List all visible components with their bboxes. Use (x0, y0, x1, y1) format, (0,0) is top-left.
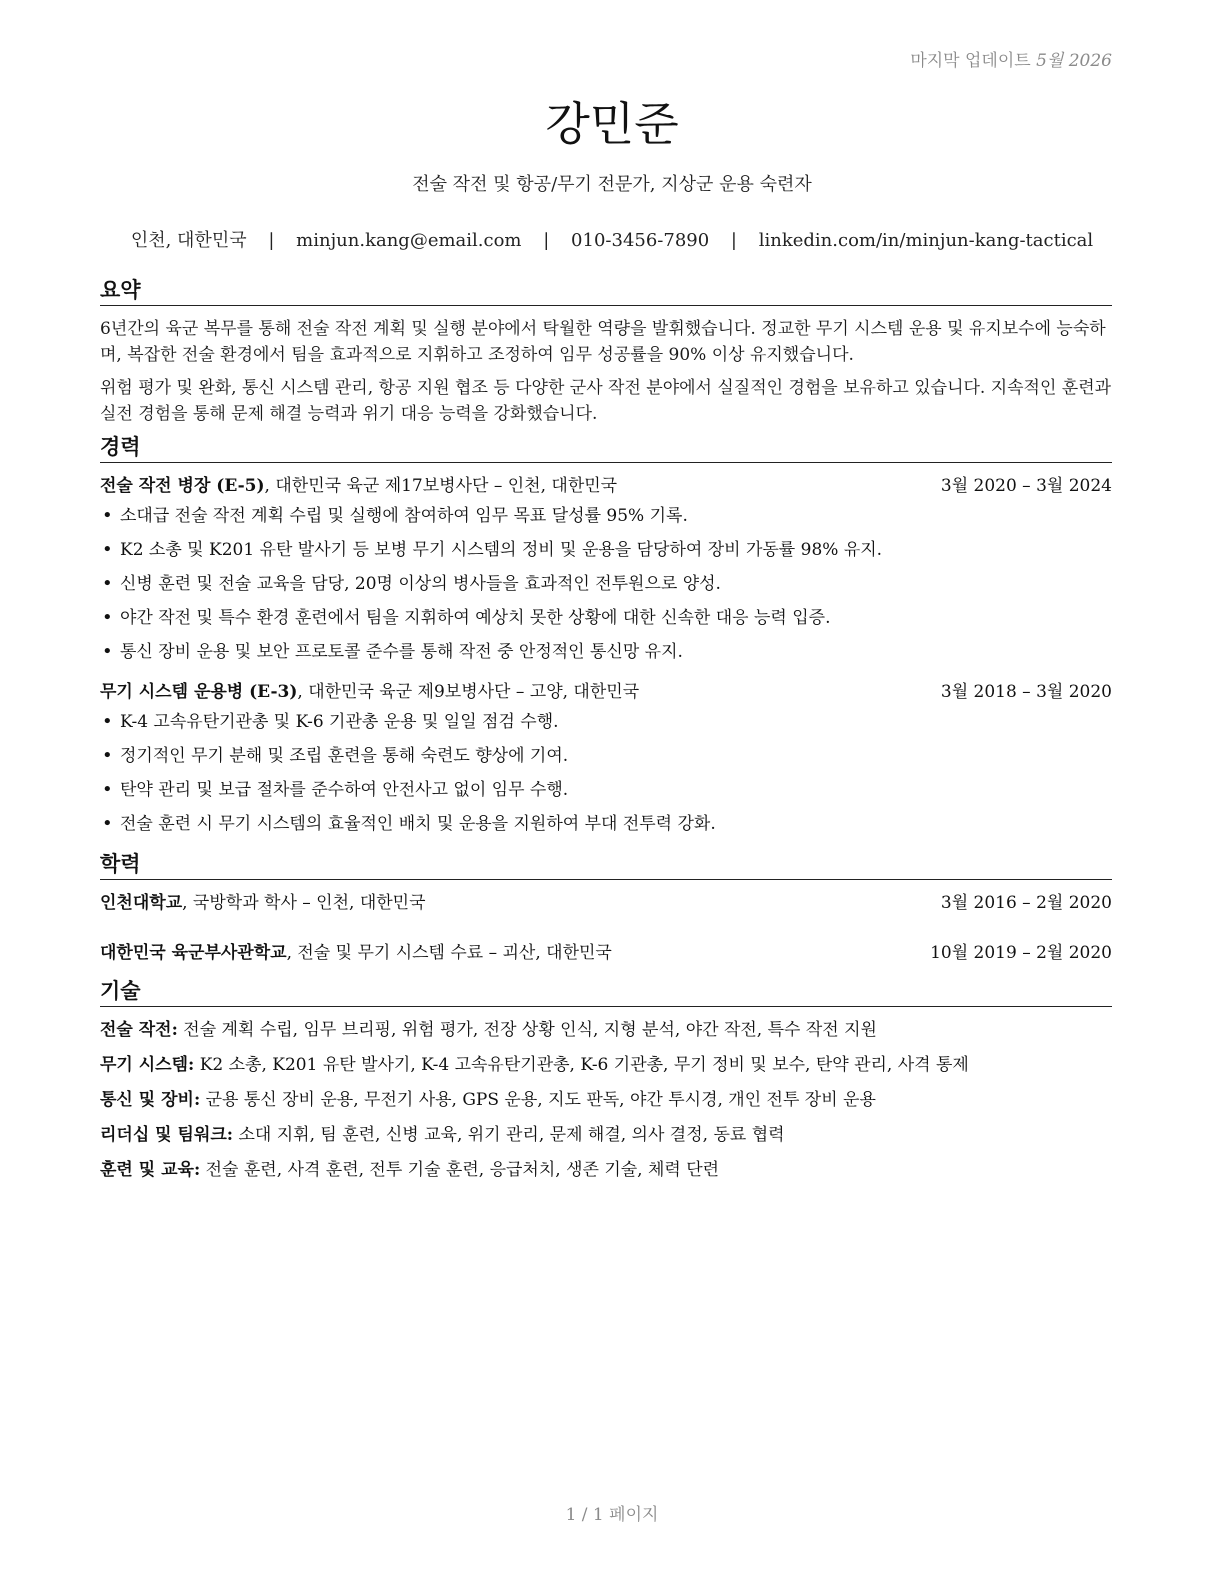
education-detail: , 전술 및 무기 시스템 수료 – 괴산, 대한민국 (286, 943, 612, 963)
job-role: 무기 시스템 운용병 (E-3) (100, 682, 298, 702)
skill-line (100, 1017, 1112, 1043)
page-number: 1 / 1 페이지 (565, 1505, 659, 1525)
education-section (100, 851, 1112, 966)
skill-text: K2 소총, K201 유탄 발사기, K-4 고속유탄기관총, K-6 기관총, 무기 정비 및 보수, 탄약 관리, 사격 통제 (194, 1055, 969, 1075)
education-title-line (100, 890, 426, 916)
bullet-item: • K-4 고속유탄기관총 및 K-6 기관총 운용 및 일일 점검 수행. (100, 709, 1112, 735)
job-org: , 대한민국 육군 제17보병사단 – 인천, 대한민국 (264, 476, 618, 496)
last-updated-label: 마지막 업데이트 (910, 51, 1031, 71)
job-dates: 3월 2020 – 3월 2024 (940, 476, 1112, 496)
bullet-item: • 소대급 전술 작전 계획 수립 및 실행에 참여하여 임무 목표 달성률 95% 기록. (100, 503, 1112, 529)
section-title-skills: 기술 (100, 978, 1112, 1007)
education-entry (100, 940, 1112, 966)
bullet-item: • 탄약 관리 및 보급 절차를 준수하여 안전사고 없이 임무 수행. (100, 777, 1112, 803)
bullet-item: • 전술 훈련 시 무기 시스템의 효율적인 배치 및 운용을 지원하여 부대 전투력 강화. (100, 811, 1112, 837)
last-updated (910, 46, 1112, 71)
section-title-experience: 경력 (100, 434, 1112, 463)
skills-section (100, 978, 1112, 1183)
skill-line (100, 1122, 1112, 1148)
skill-text: 전술 계획 수립, 임무 브리핑, 위험 평가, 전장 상황 인식, 지형 분석, 야간 작전, 특수 작전 지원 (177, 1020, 877, 1040)
bullet-item: • 신병 훈련 및 전술 교육을 담당, 20명 이상의 병사들을 효과적인 전투원으로 양성. (100, 571, 1112, 597)
education-school: 대한민국 육군부사관학교 (100, 943, 287, 963)
skill-label: 통신 및 장비: (100, 1090, 201, 1110)
job-title-line (100, 473, 617, 499)
skill-text: 전술 훈련, 사격 훈련, 전투 기술 훈련, 응급처치, 생존 기술, 체력 단련 (200, 1160, 720, 1180)
skill-text: 소대 지휘, 팀 훈련, 신병 교육, 위기 관리, 문제 해결, 의사 결정, 동료 협력 (233, 1125, 785, 1145)
last-updated-month: 5월 (1036, 51, 1064, 71)
job-role: 전술 작전 병장 (E-5) (100, 476, 265, 496)
contact-location: 인천, 대한민국 (130, 230, 247, 251)
job-entry (100, 679, 1112, 837)
contact-separator: | (268, 230, 275, 251)
education-dates: 3월 2016 – 2월 2020 (940, 893, 1112, 913)
skill-line (100, 1157, 1112, 1183)
summary-section (100, 277, 1112, 427)
education-detail: , 국방학과 학사 – 인천, 대한민국 (182, 893, 426, 913)
contact-line (0, 226, 1224, 252)
skill-label: 훈련 및 교육: (100, 1160, 201, 1180)
job-title-line (100, 679, 639, 705)
candidate-name: 강민준 (545, 97, 679, 151)
job-bullets (100, 709, 1112, 837)
job-entry (100, 473, 1112, 665)
skill-line (100, 1052, 1112, 1078)
education-school: 인천대학교 (100, 893, 183, 913)
skill-label: 무기 시스템: (100, 1055, 195, 1075)
skill-line (100, 1087, 1112, 1113)
contact-linkedin[interactable]: linkedin.com/in/minjun-kang-tactical (758, 230, 1094, 251)
contact-separator: | (543, 230, 550, 251)
contact-phone: 010-3456-7890 (571, 230, 710, 251)
bullet-item: • 정기적인 무기 분해 및 조립 훈련을 통해 숙련도 향상에 기여. (100, 743, 1112, 769)
section-title-summary: 요약 (100, 277, 1112, 306)
bullet-item: • K2 소총 및 K201 유탄 발사기 등 보병 무기 시스템의 정비 및 운용을 담당하여 장비 가동률 98% 유지. (100, 537, 1112, 563)
contact-email[interactable]: minjun.kang@email.com (296, 230, 522, 251)
job-org: , 대한민국 육군 제9보병사단 – 고양, 대한민국 (297, 682, 640, 702)
resume-content (100, 277, 1112, 1192)
section-title-education: 학력 (100, 851, 1112, 880)
job-bullets (100, 503, 1112, 665)
education-title-line (100, 940, 612, 966)
bullet-item: • 통신 장비 운용 및 보안 프로토콜 준수를 통해 작전 중 안정적인 통신망 유지. (100, 639, 1112, 665)
education-entry (100, 890, 1112, 916)
skill-label: 리더십 및 팀워크: (100, 1125, 234, 1145)
job-header (100, 679, 1112, 705)
skill-text: 군용 통신 장비 운용, 무전기 사용, GPS 운용, 지도 판독, 야간 투시경, 개인 전투 장비 운용 (200, 1090, 876, 1110)
contact-separator: | (730, 230, 737, 251)
last-updated-year: 2026 (1068, 51, 1112, 71)
education-dates: 10월 2019 – 2월 2020 (930, 943, 1112, 963)
skill-label: 전술 작전: (100, 1020, 178, 1040)
candidate-tagline: 전술 작전 및 항공/무기 전문가, 지상군 운용 숙련자 (412, 174, 812, 195)
summary-paragraph: 6년간의 육군 복무를 통해 전술 작전 계획 및 실행 분야에서 탁월한 역량을 발휘했습니다. 정교한 무기 시스템 운용 및 유지보수에 능숙하며, 복잡한 전술 환경에서 팀을 효과적으로 지휘하고 조정하여 임무 성공률을 90% 이상 유지했습니다. (100, 319, 1106, 365)
job-header (100, 473, 1112, 499)
bullet-item: • 야간 작전 및 특수 환경 훈련에서 팀을 지휘하여 예상치 못한 상황에 대한 신속한 대응 능력 입증. (100, 605, 1112, 631)
experience-section (100, 434, 1112, 837)
summary-paragraph: 위험 평가 및 완화, 통신 시스템 관리, 항공 지원 협조 등 다양한 군사 작전 분야에서 실질적인 경험을 보유하고 있습니다. 지속적인 훈련과 실전 경험을 통해 문제 해결 능력과 위기 대응 능력을 강화했습니다. (100, 378, 1112, 424)
job-dates: 3월 2018 – 3월 2020 (940, 682, 1112, 702)
